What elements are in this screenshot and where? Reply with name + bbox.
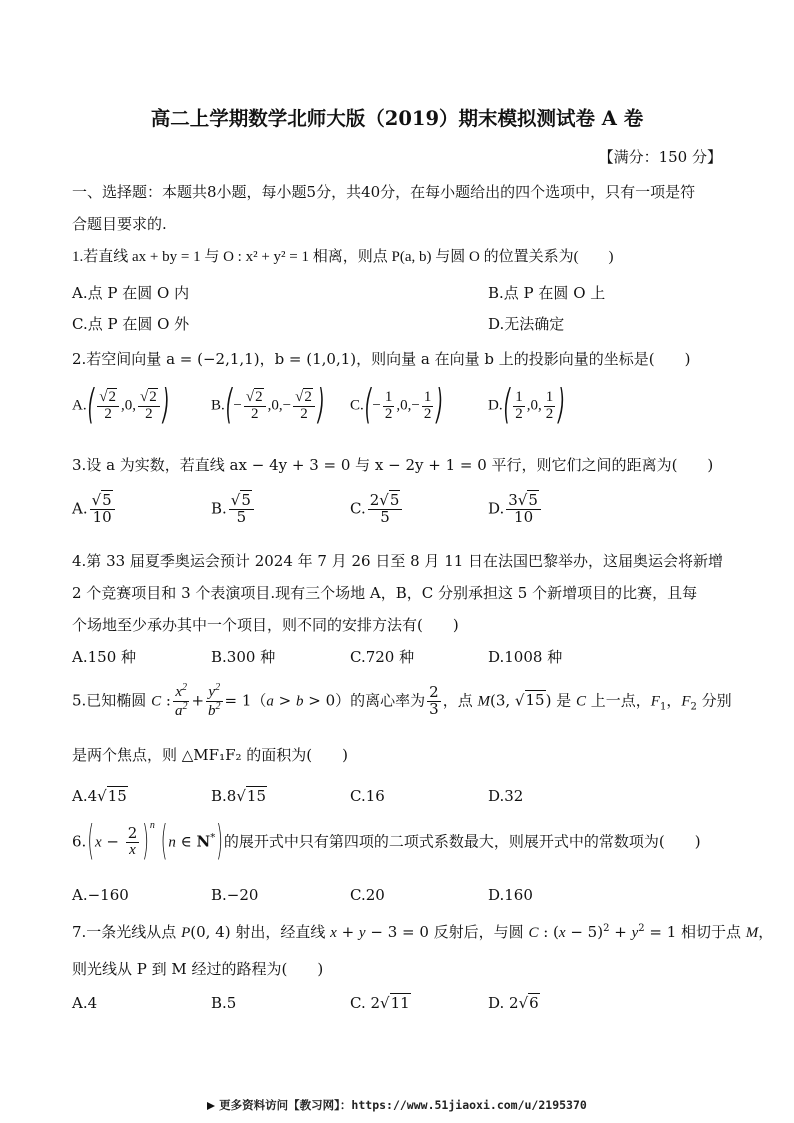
q7-option-a: A.4	[72, 994, 98, 1012]
footer-link[interactable]	[0, 1097, 794, 1113]
q6-option-a: A.−160	[72, 886, 129, 904]
q4-option-d: D.1008 种	[488, 648, 563, 666]
q5-stem-line1: 5.已知椭圆 C : $\frac{x^2}{a^2}$ + $\frac{y^2}{b^2}$ = 1（a > b > 0）的离心率为 $\frac{2}{3}$ ，点 M(3, √15) 是 C 上一点，$F_1$，$F_2$ 分别	[72, 682, 732, 719]
section-instruction-line2: 合题目要求的.	[72, 215, 167, 233]
q6-option-b: B.−20	[211, 886, 259, 904]
q7-stem-line2: 则光线从 P 到 M 经过的路程为( )	[72, 960, 324, 978]
q2-option-d: D.( $\frac{1}{2}$ ,0, $\frac{1}{2}$ )	[488, 382, 565, 431]
q6-stem-text: 的展开式中只有第四项的二项式系数最大，则展开式中的常数项为( )	[223, 832, 701, 851]
q7-option-b: B.5	[211, 994, 237, 1012]
q4-stem-line1: 4.第 33 届夏季奥运会预计 2024 年 7 月 26 日至 8 月 11 日在法国巴黎举办，这届奥运会将新增	[72, 552, 724, 570]
q4-stem-line3: 个场地至少承办其中一个项目，则不同的安排方法有( )	[72, 616, 459, 634]
q1-option-b: B.点 P 在圆 O 上	[488, 284, 606, 302]
q3-option-a: A. $\frac{√5}{10}$	[72, 493, 117, 526]
q4-option-a: A.150 种	[72, 648, 136, 666]
q7-stem-line1: 7.一条光线从点 P(0, 4) 射出，经直线 x + y − 3 = 0 反射后，与圆 C : $(x - 5)^2 + y^2 = 1$ 相切于点 M，	[72, 923, 774, 941]
section-instruction-line1: 一、选择题：本题共8小题，每小题5分，共40分，在每小题给出的四个选项中，只有一项是符	[72, 183, 696, 201]
q1-option-a: A.点 P 在圆 O 内	[72, 284, 190, 302]
q4-option-b: B.300 种	[211, 648, 276, 666]
q5-option-b: B.8√15	[211, 787, 266, 805]
q6-option-c: C.20	[350, 886, 385, 904]
q3-stem: 3.设 a 为实数，若直线 ax − 4y + 3 = 0 与 x − 2y + 1 = 0 平行，则它们之间的距离为( )	[72, 456, 714, 474]
q5-stem-line2: 是两个焦点，则 △MF₁F₂ 的面积为( )	[72, 746, 348, 764]
q5-option-a: A.4√15	[72, 787, 127, 805]
q1-stem: 1.若直线 ax + by = 1 与 O : x² + y² = 1 相离，则点 P(a, b) 与圆 O 的位置关系为( )	[72, 249, 614, 265]
q2-option-a: A.( $\frac{√2}{2}$ ,0, $\frac{√2}{2}$ )	[72, 382, 170, 431]
q1-option-d: D.无法确定	[488, 315, 565, 333]
q5-option-d: D.32	[488, 787, 524, 805]
footer-text: 更多资料访问【教习网】：https://www.51jiaoxi.com/u/2195370	[219, 1098, 587, 1112]
q5-option-c: C.16	[350, 787, 385, 805]
q2-option-b: B.(− $\frac{√2}{2}$ ,0,− $\frac{√2}{2}$ )	[211, 382, 325, 431]
q4-stem-line2: 2 个竞赛项目和 3 个表演项目.现有三个场地 A，B，C 分别承担这 5 个新增项目的比赛，且每	[72, 584, 698, 602]
q2-stem: 2.若空间向量 a = (−2,1,1)，b = (1,0,1)，则向量 a 在向量 b 上的投影向量的坐标是( )	[72, 350, 691, 368]
q7-option-d: D. 2√6	[488, 994, 539, 1012]
q6-option-d: D.160	[488, 886, 533, 904]
q1-option-c: C.点 P 在圆 O 外	[72, 315, 190, 333]
q6-stem: 6.(x − $\frac{2}{x}$ )$^n$ (n ∈ N*)的展开式中只有第四项的二项式系数最大，则展开式中的常数项为( )	[72, 818, 701, 867]
flag-icon	[207, 1102, 215, 1110]
q3-option-b: B. $\frac{√5}{5}$	[211, 493, 256, 526]
q7-option-c: C. 2√11	[350, 994, 410, 1012]
q3-option-c: C. $\frac{2√5}{5}$	[350, 493, 404, 526]
q3-option-d: D. $\frac{3√5}{10}$	[488, 493, 543, 526]
q4-option-c: C.720 种	[350, 648, 415, 666]
q2-option-c: C.(− $\frac{1}{2}$ ,0,− $\frac{1}{2}$ )	[350, 382, 443, 431]
full-score: 【满分：150 分】	[598, 148, 722, 166]
page-title: 高二上学期数学北师大版（2019）期末模拟测试卷 A 卷	[150, 107, 644, 130]
